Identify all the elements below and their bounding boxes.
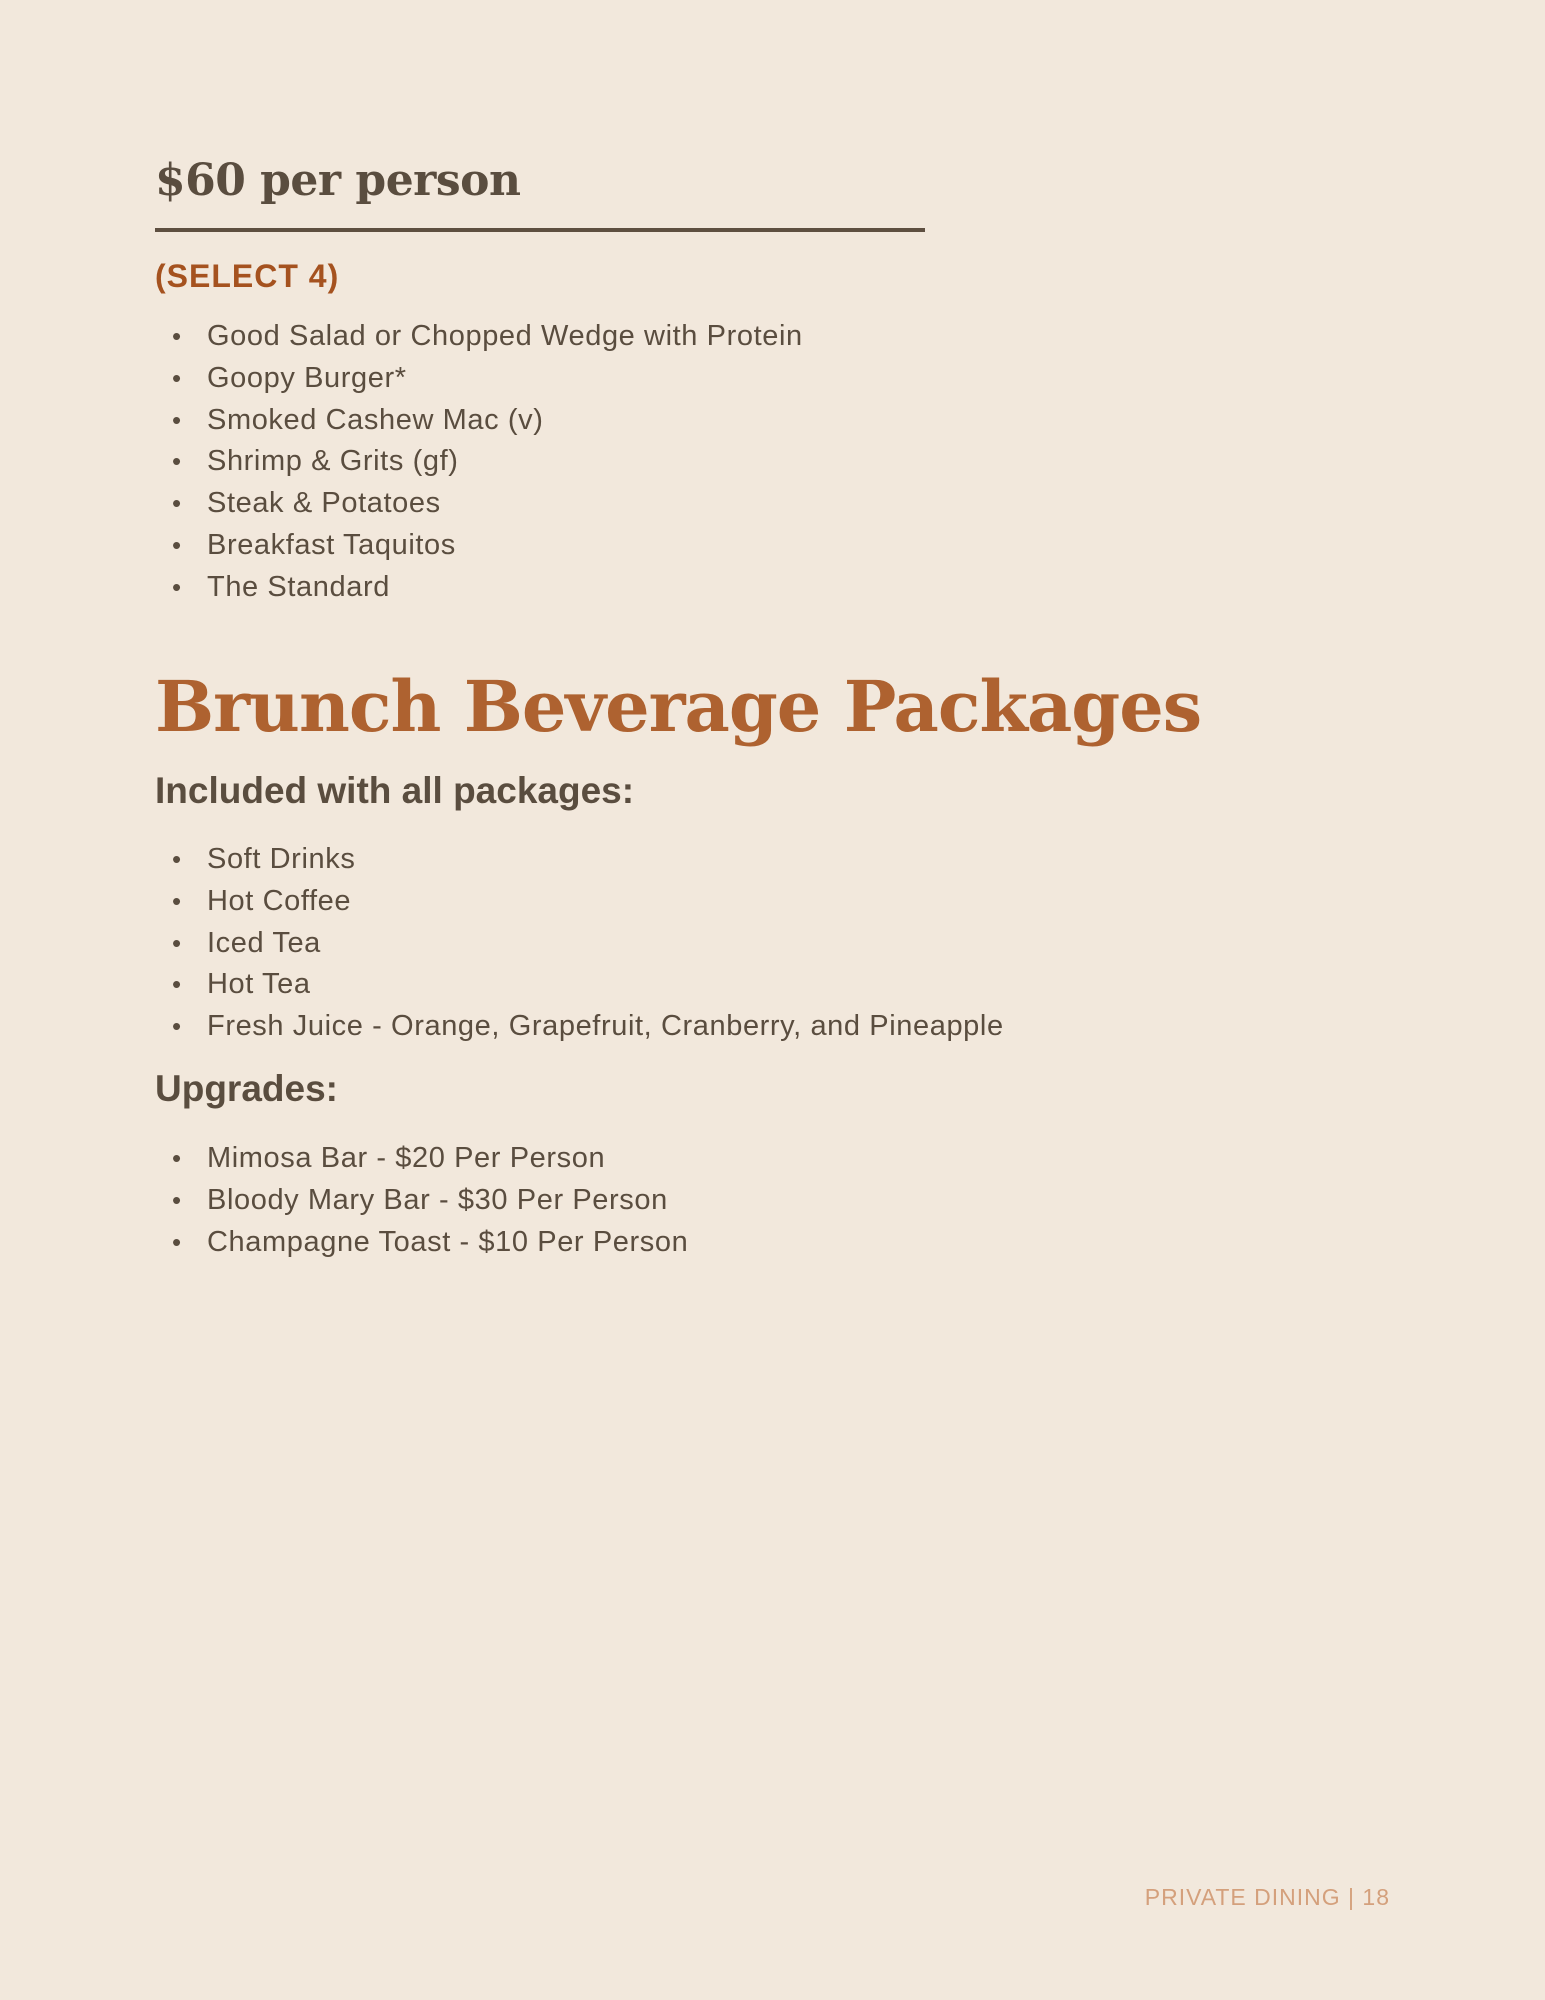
bullet-icon: •	[172, 529, 182, 560]
included-list	[155, 839, 1004, 1048]
bullet-icon: •	[172, 844, 182, 874]
entree-item: Breakfast Taquitos	[207, 528, 456, 561]
list-item	[155, 964, 1004, 1006]
entree-list	[155, 316, 803, 609]
bullet-icon: •	[172, 885, 182, 916]
entree-item: Good Salad or Chopped Wedge with Protein	[207, 320, 803, 352]
entree-item: Smoked Cashew Mac (v)	[207, 403, 544, 436]
bullet-icon: •	[172, 488, 182, 519]
list-item	[155, 839, 1004, 881]
bullet-icon: •	[172, 362, 182, 393]
bullet-icon: •	[172, 1226, 182, 1257]
upgrades-heading: Upgrades:	[155, 1068, 338, 1109]
included-item: Hot Tea	[207, 968, 311, 1001]
included-item: Iced Tea	[207, 926, 321, 959]
entree-item: Steak & Potatoes	[207, 487, 441, 520]
bullet-icon: •	[172, 969, 182, 1000]
price-heading: $60 per person	[155, 155, 521, 206]
bullet-icon: •	[172, 446, 182, 477]
list-item	[155, 358, 803, 400]
list-item	[155, 1222, 688, 1264]
entree-item: The Standard	[207, 570, 390, 603]
included-item: Soft Drinks	[207, 843, 356, 875]
upgrade-item: Bloody Mary Bar - $30 Per Person	[207, 1183, 668, 1216]
bullet-icon: •	[172, 927, 182, 958]
divider	[155, 228, 925, 232]
select-label: (SELECT 4)	[155, 258, 340, 294]
bullet-icon: •	[172, 1143, 182, 1173]
list-item	[155, 567, 803, 609]
bullet-icon: •	[172, 571, 182, 602]
list-item	[155, 1006, 1004, 1048]
bullet-icon: •	[172, 404, 182, 435]
list-item	[155, 1138, 688, 1180]
list-item	[155, 923, 1004, 965]
upgrades-list	[155, 1138, 688, 1263]
bullet-icon: •	[172, 1184, 182, 1215]
upgrade-item: Mimosa Bar - $20 Per Person	[207, 1142, 606, 1174]
list-item	[155, 1180, 688, 1222]
bullet-icon: •	[172, 1011, 182, 1042]
list-item	[155, 881, 1004, 923]
included-heading: Included with all packages:	[155, 770, 635, 811]
entree-item: Goopy Burger*	[207, 361, 407, 394]
entree-item: Shrimp & Grits (gf)	[207, 445, 459, 478]
list-item	[155, 525, 803, 567]
included-item: Fresh Juice - Orange, Grapefruit, Cranberry, and Pineapple	[207, 1010, 1004, 1043]
included-item: Hot Coffee	[207, 884, 352, 917]
upgrade-item: Champagne Toast - $10 Per Person	[207, 1225, 689, 1258]
bullet-icon: •	[172, 321, 182, 351]
list-item	[155, 483, 803, 525]
list-item	[155, 400, 803, 442]
list-item	[155, 441, 803, 483]
section-title: Brunch Beverage Packages	[155, 665, 1202, 748]
page-footer: PRIVATE DINING | 18	[1144, 1884, 1390, 1910]
list-item	[155, 316, 803, 358]
